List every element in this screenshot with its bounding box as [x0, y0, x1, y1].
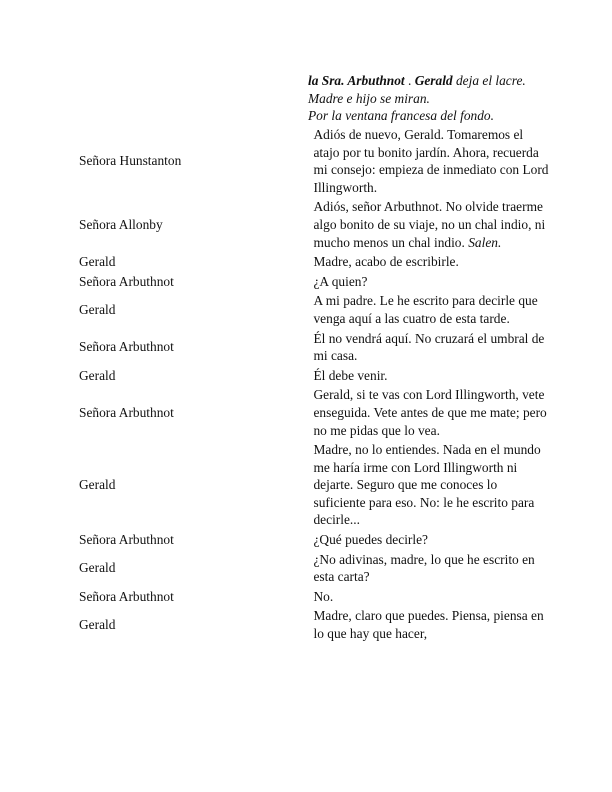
stage-direction-text: deja el lacre. Madre e hijo se miran. — [308, 73, 526, 106]
dialogue-text: Madre, no lo entiendes. Nada en el mundo me haría irme con Lord Illingworth ni dejarte. Seguro que me conoces lo suficiente para eso. No: le he escrito para decirle... — [313, 442, 541, 528]
speaker-name: Señora Arbuthnot — [79, 532, 174, 548]
dialogue-text: Él debe venir. — [313, 367, 388, 383]
dialogue-text: Él no vendrá aquí. No cruzará el umbral de mi casa. — [313, 330, 545, 364]
dialogue-text: Adiós de nuevo, Gerald. Tomaremos el atajo por tu bonito jardín. Ahora, recuerda mi consejo: empieza de inmediato con Lord Illingworth. — [313, 127, 549, 195]
dialogue-text: Gerald, si te vas con Lord Illingworth, vete enseguida. Vete antes de que me mate; pero no me pidas que lo vea. — [313, 387, 547, 438]
dialogue-row — [79, 586, 549, 606]
dialogue-row — [79, 328, 549, 365]
dialogue-text: ¿No adivinas, madre, lo que he escrito en esta carta? — [313, 551, 535, 585]
speaker-name: Gerald — [79, 477, 116, 493]
dialogue-row — [79, 439, 549, 529]
stage-direction-exit: Salen. — [468, 234, 502, 250]
dialogue-cell — [313, 196, 549, 251]
dialogue-text: Adiós, señor Arbuthnot. No olvide traerme algo bonito de su viaje, no un chal indio, ni mucho menos un chal indio. — [313, 199, 546, 250]
dialogue-row — [79, 290, 549, 327]
dialogue-text: Madre, claro que puedes. Piensa, piensa en lo que hay que hacer, — [313, 608, 544, 642]
dialogue-row — [79, 365, 549, 385]
dialogue-row — [79, 529, 549, 549]
speaker-name: Gerald — [79, 254, 116, 270]
speaker-name: Señora Hunstanton — [79, 153, 182, 169]
speaker-name: Señora Arbuthnot — [79, 404, 174, 420]
dialogue-text: ¿Qué puedes decirle? — [313, 532, 428, 548]
speaker-name: Gerald — [79, 560, 116, 576]
speaker-name: Gerald — [79, 367, 116, 383]
speaker-name: Señora Arbuthnot — [79, 273, 174, 289]
speaker-name: Gerald — [79, 617, 116, 633]
character-name-gerald: Gerald — [414, 73, 453, 88]
dialogue-row — [79, 605, 549, 642]
opening-stage-direction — [308, 72, 538, 125]
dialogue-row — [79, 384, 549, 439]
character-name-arbuthnot: la Sra. Arbuthnot — [308, 73, 405, 88]
dialogue-text: A mi padre. Le he escrito para decirle que venga aquí a las cuatro de esta tarde. — [313, 293, 538, 326]
dialogue-row — [79, 196, 549, 251]
dialogue-text: Madre, acabo de escribirle. — [313, 254, 459, 270]
dialogue-row — [79, 251, 549, 271]
dialogue-row — [79, 271, 549, 291]
speaker-name: Señora Allonby — [79, 216, 163, 232]
stage-direction-window: Por la ventana francesa del fondo. — [308, 108, 494, 124]
separator: . — [404, 73, 415, 88]
dialogue-row — [79, 549, 549, 586]
dialogue-text: No. — [313, 588, 334, 604]
speaker-name: Gerald — [79, 302, 116, 318]
dialogue-text: ¿A quien? — [313, 273, 368, 289]
speaker-name: Señora Arbuthnot — [79, 588, 174, 604]
dialogue-table — [79, 126, 549, 643]
speaker-name: Señora Arbuthnot — [79, 339, 174, 355]
dialogue-row — [79, 126, 549, 196]
